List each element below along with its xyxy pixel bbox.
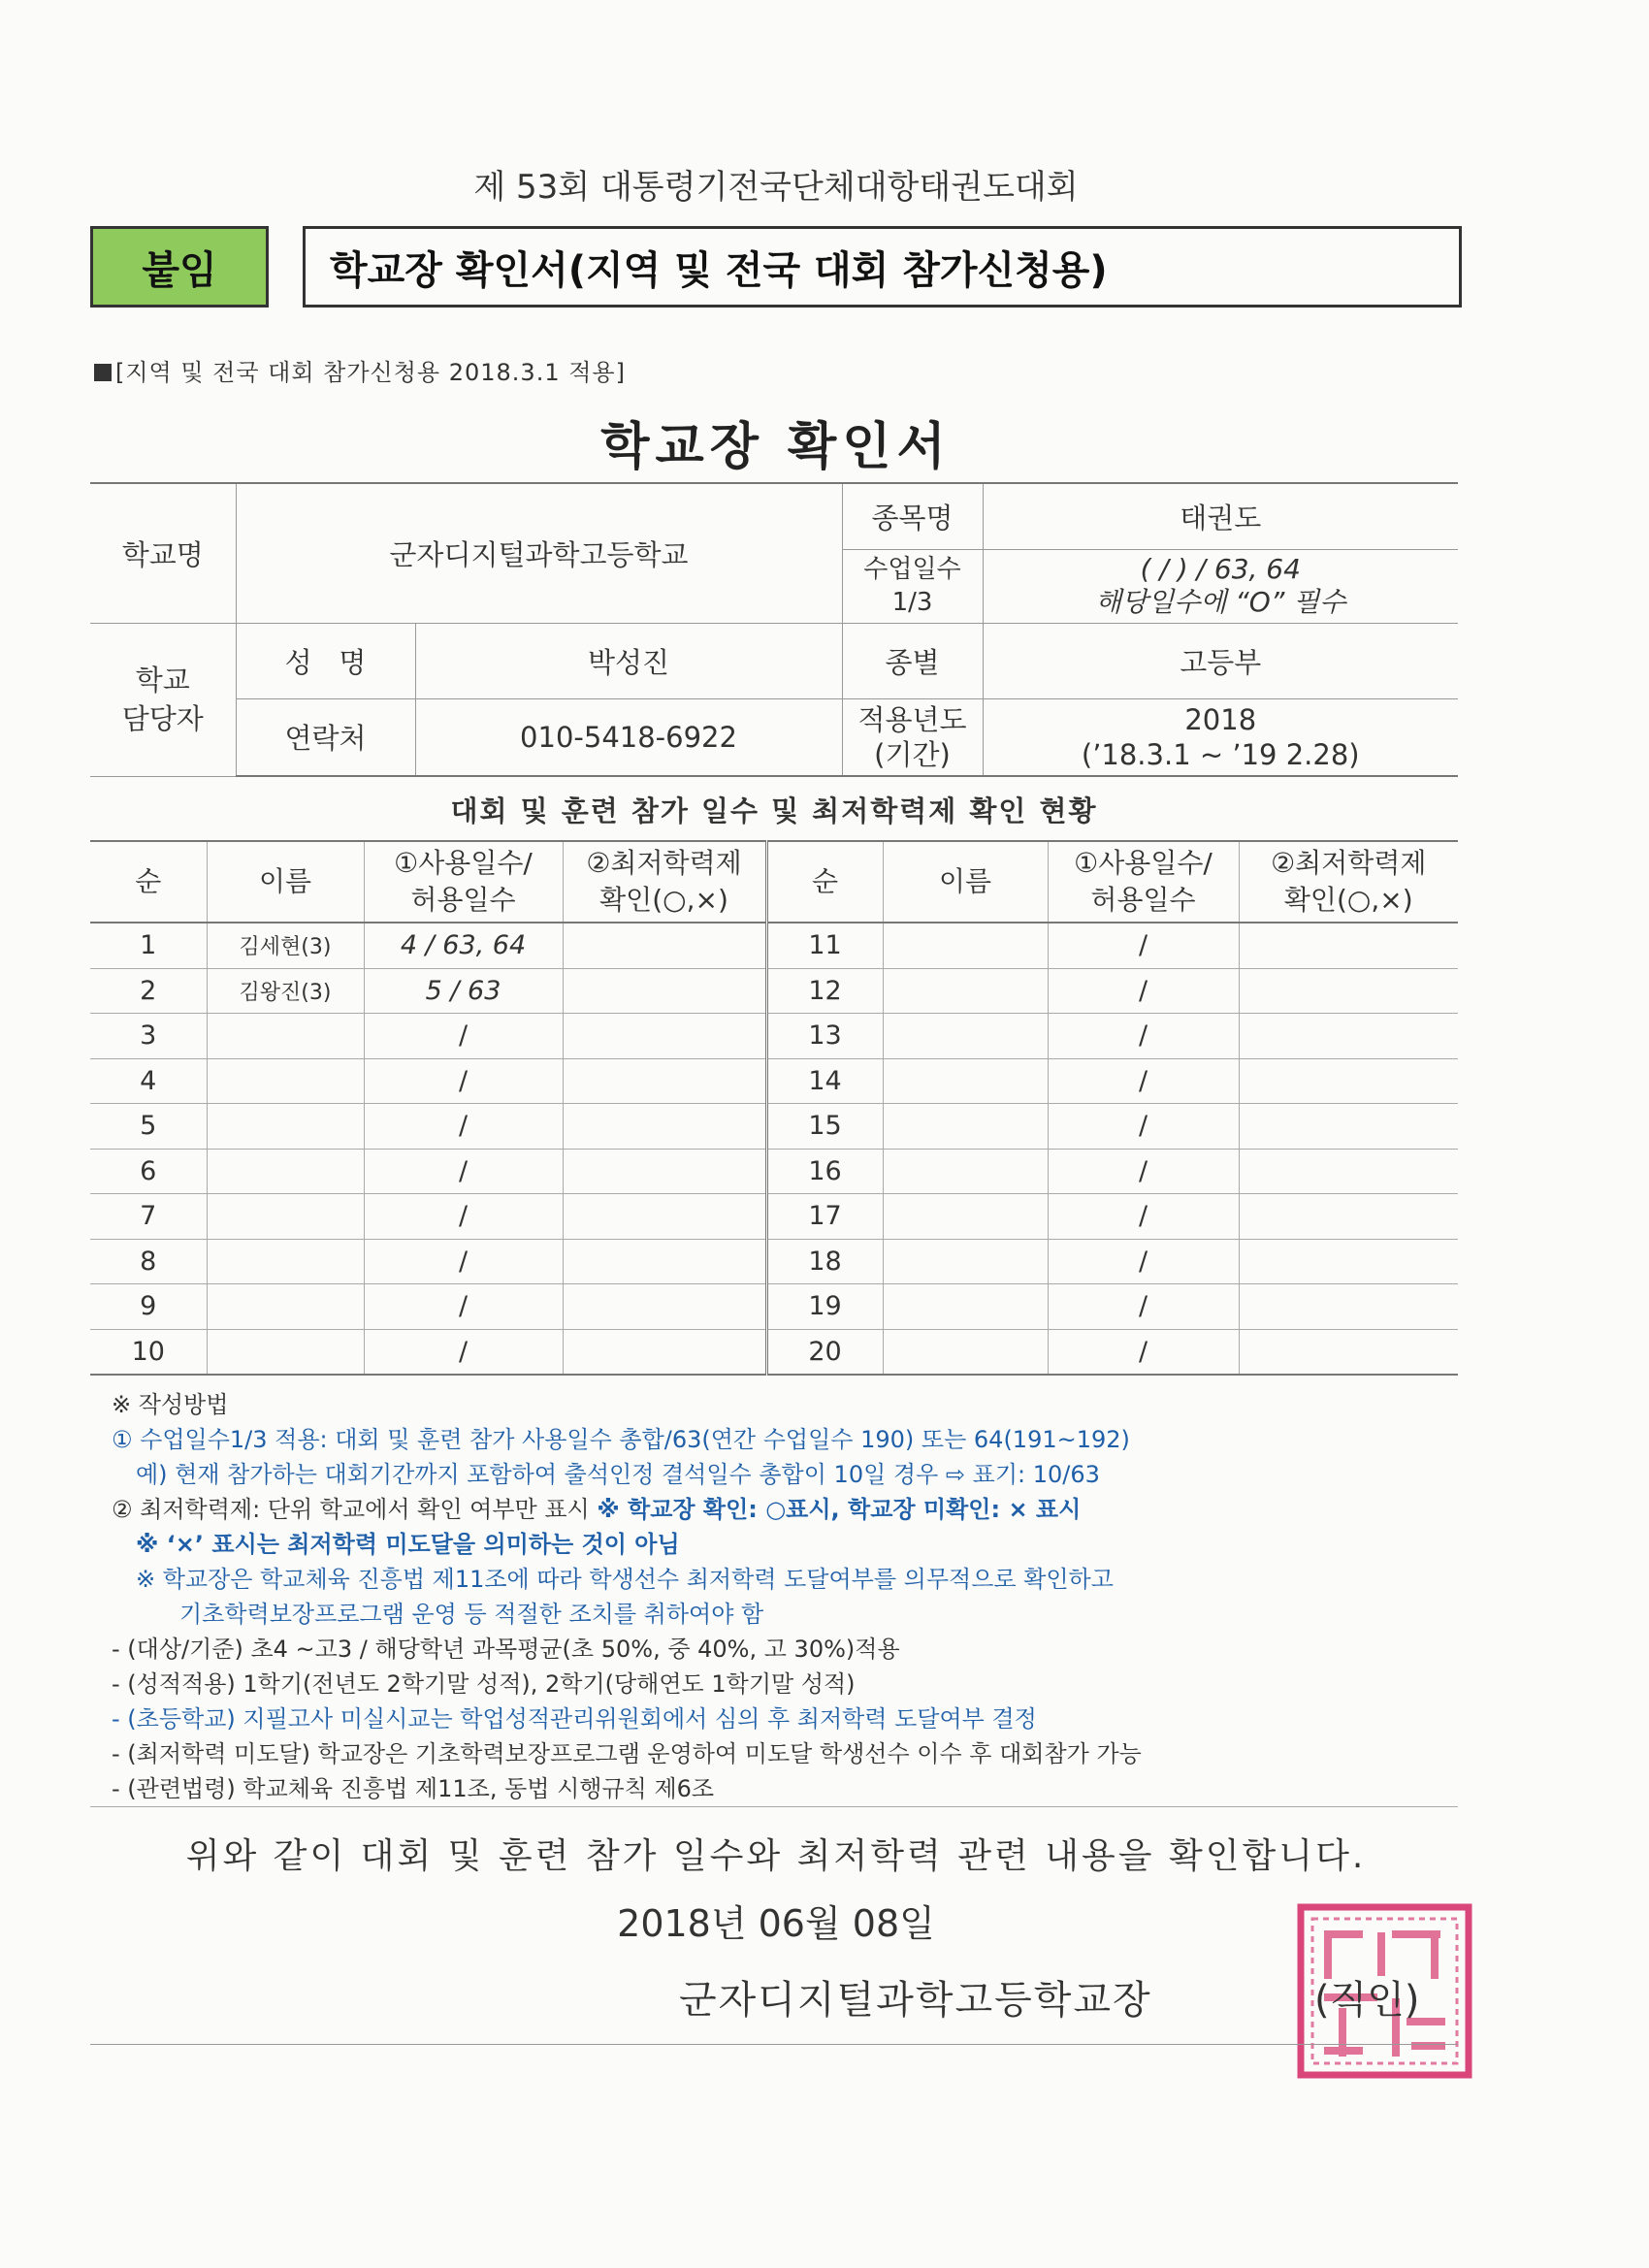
applicability-notice: [지역 및 전국 대회 참가신청용 2018.3.1 적용] [94,353,626,387]
form-title: 학교장 확인서 [600,418,952,476]
row-name [207,1058,364,1104]
attendance-header-row [90,841,1458,923]
row-check [563,923,766,968]
row-used-days: / [364,1014,563,1059]
row-no: 1 [90,923,207,968]
row-no-right: 15 [766,1104,883,1150]
row-used-days: / [364,1284,563,1330]
row-used-days-right: / [1048,1329,1239,1375]
row-no-right: 11 [766,923,883,968]
row-check [563,1194,766,1240]
row-check-right [1239,1284,1458,1330]
row-used-days-right: / [1048,968,1239,1014]
contact-label: 연락처 [236,698,415,776]
attendance-row [90,1058,1458,1104]
row-no-right: 16 [766,1149,883,1194]
row-check [563,1149,766,1194]
row-no: 10 [90,1329,207,1375]
square-bullet-icon [94,364,112,381]
attendance-row [90,923,1458,968]
row-check-right [1239,923,1458,968]
row-no: 8 [90,1239,207,1284]
row-used-days: / [364,1239,563,1284]
row-name-right [883,1058,1048,1104]
row-name-right [883,1284,1048,1330]
row-no-right: 20 [766,1329,883,1375]
row-no: 9 [90,1284,207,1330]
col-used-right: ①사용일수/ 허용일수 [1048,841,1239,923]
divider [90,1806,1458,1807]
competition-title: 제 53회 대통령기전국단체대항태권도대회 [473,168,1079,207]
attendance-row [90,968,1458,1014]
instruction-line-11: - (관련법령) 학교체육 진흥법 제11조, 동법 시행규칙 제6조 [112,1775,715,1802]
row-check [563,1284,766,1330]
attendance-row [90,1149,1458,1194]
row-check-right [1239,1239,1458,1284]
row-used-days: / [364,1149,563,1194]
row-no-right: 19 [766,1284,883,1330]
school-name-label: 학교명 [90,483,236,623]
row-name [207,1104,364,1150]
event-label: 종목명 [842,483,983,549]
row-check-right [1239,1104,1458,1150]
row-used-days-right: / [1048,1194,1239,1240]
row-no-right: 17 [766,1194,883,1240]
event-value: 태권도 [983,483,1458,549]
name-value: 박성진 [415,623,842,698]
attendance-row [90,1014,1458,1059]
row-name-right [883,1239,1048,1284]
row-check-right [1239,1149,1458,1194]
row-name [207,1284,364,1330]
instruction-line-6: 기초학력보장프로그램 운영 등 적절한 조치를 취하여야 함 [179,1601,764,1628]
row-name-right [883,1194,1048,1240]
row-name [207,1239,364,1284]
row-check-right [1239,1058,1458,1104]
col-name-right: 이름 [883,841,1048,923]
row-name-right [883,1329,1048,1375]
row-name-right [883,1014,1048,1059]
row-no: 5 [90,1104,207,1150]
row-name-right [883,1104,1048,1150]
row-check [563,1329,766,1375]
instruction-line-9: - (초등학교) 지필고사 미실시교는 학업성적관리위원회에서 심의 후 최저학력 도달여부 결정 [112,1705,1037,1733]
row-used-days-right: / [1048,1058,1239,1104]
category-label: 종별 [842,623,983,698]
school-name-value: 군자디지털과학고등학교 [236,483,842,623]
confirmation-statement: 위와 같이 대회 및 훈련 참가 일수와 최저학력 관련 내용을 확인합니다. [185,1836,1367,1876]
document-heading: 학교장 확인서(지역 및 전국 대회 참가신청용) [303,226,1462,308]
row-check [563,1239,766,1284]
row-check [563,968,766,1014]
instruction-line-7: - (대상/기준) 초4 ~고3 / 해당학년 과목평균(초 50%, 중 40%, 고 30%)적용 [112,1636,900,1663]
staff-label: 학교 담당자 [90,623,236,776]
school-info-table [90,482,1458,777]
contact-value: 010-5418-6922 [415,698,842,776]
issue-date: 2018년 06월 08일 [617,1902,935,1945]
row-used-days: / [364,1329,563,1375]
row-no: 7 [90,1194,207,1240]
instruction-line-1: ① 수업일수1/3 적용: 대회 및 훈련 참가 사용일수 총합/63(연간 수업일수 190) 또는 64(191~192) [112,1426,1130,1453]
row-no: 2 [90,968,207,1014]
row-used-days-right: / [1048,1104,1239,1150]
bottom-divider [90,2044,1458,2045]
instruction-line-2: 예) 현재 참가하는 대회기간까지 포함하여 출석인정 결석일수 총합이 10일 경우 ⇨ 표기: 10/63 [136,1461,1100,1488]
row-no: 3 [90,1014,207,1059]
row-check-right [1239,1014,1458,1059]
row-used-days: / [364,1058,563,1104]
row-check-right [1239,968,1458,1014]
instruction-line-8: - (성적적용) 1학기(전년도 2학기말 성적), 2학기(당해연도 1학기말 성적) [112,1670,856,1698]
row-check [563,1014,766,1059]
row-used-days-right: / [1048,1239,1239,1284]
attendance-row [90,1284,1458,1330]
row-check [563,1104,766,1150]
col-no: 순 [90,841,207,923]
row-name [207,1194,364,1240]
col-no-right: 순 [766,841,883,923]
row-check [563,1058,766,1104]
instructions-heading: ※ 작성방법 [112,1391,229,1418]
row-used-days-right: / [1048,1284,1239,1330]
row-name-right [883,923,1048,968]
row-used-days-right: / [1048,923,1239,968]
row-used-days: 4 / 63, 64 [364,923,563,968]
attendance-row [90,1239,1458,1284]
year-label: 적용년도 (기간) [842,698,983,776]
row-no-right: 14 [766,1058,883,1104]
row-no-right: 12 [766,968,883,1014]
attachment-badge: 붙임 [90,226,269,308]
seal-label: (직인) [1314,1978,1420,2023]
attendance-section-title: 대회 및 훈련 참가 일수 및 최저학력제 확인 현황 [450,794,1098,827]
col-name: 이름 [207,841,364,923]
col-check-right: ②최저학력제 확인(○,×) [1239,841,1458,923]
col-check: ②최저학력제 확인(○,×) [563,841,766,923]
row-check-right [1239,1329,1458,1375]
row-check-right [1239,1194,1458,1240]
attendance-row [90,1329,1458,1375]
instruction-line-5: ※ 학교장은 학교체육 진흥법 제11조에 따라 학생선수 최저학력 도달여부를 의무적으로 확인하고 [136,1566,1114,1593]
attendance-row [90,1194,1458,1240]
row-no: 6 [90,1149,207,1194]
row-name-right [883,1149,1048,1194]
row-name-right [883,968,1048,1014]
row-name: 김왕진(3) [207,968,364,1014]
row-name [207,1329,364,1375]
row-used-days: 5 / 63 [364,968,563,1014]
class-days-value: ( / ) / 63, 64 해당일수에 “O” 필수 [983,549,1458,623]
attendance-row [90,1104,1458,1150]
instruction-line-4: ※ ‘×’ 표시는 최저학력 미도달을 의미하는 것이 아님 [136,1531,680,1558]
row-used-days-right: / [1048,1149,1239,1194]
row-used-days: / [364,1104,563,1150]
row-no-right: 18 [766,1239,883,1284]
col-used: ①사용일수/ 허용일수 [364,841,563,923]
year-value: 2018 (’18.3.1 ~ ’19 2.28) [983,698,1458,776]
row-used-days-right: / [1048,1014,1239,1059]
category-value: 고등부 [983,623,1458,698]
class-days-label: 수업일수 1/3 [842,549,983,623]
row-name: 김세현(3) [207,923,364,968]
row-used-days: / [364,1194,563,1240]
row-no: 4 [90,1058,207,1104]
principal-title: 군자디지털과학고등학교장 [679,1978,1152,2023]
row-no-right: 13 [766,1014,883,1059]
instruction-line-3: ② 최저학력제: 단위 학교에서 확인 여부만 표시 ※ 학교장 확인: ○표시, 학교장 미확인: × 표시 [112,1496,1082,1523]
instruction-line-10: - (최저학력 미도달) 학교장은 기초학력보장프로그램 운영하여 미도달 학생선수 이수 후 대회참가 가능 [112,1740,1142,1767]
name-label: 성 명 [236,623,415,698]
attendance-table [90,840,1458,1376]
row-name [207,1149,364,1194]
instructions [112,1387,1470,1806]
row-name [207,1014,364,1059]
